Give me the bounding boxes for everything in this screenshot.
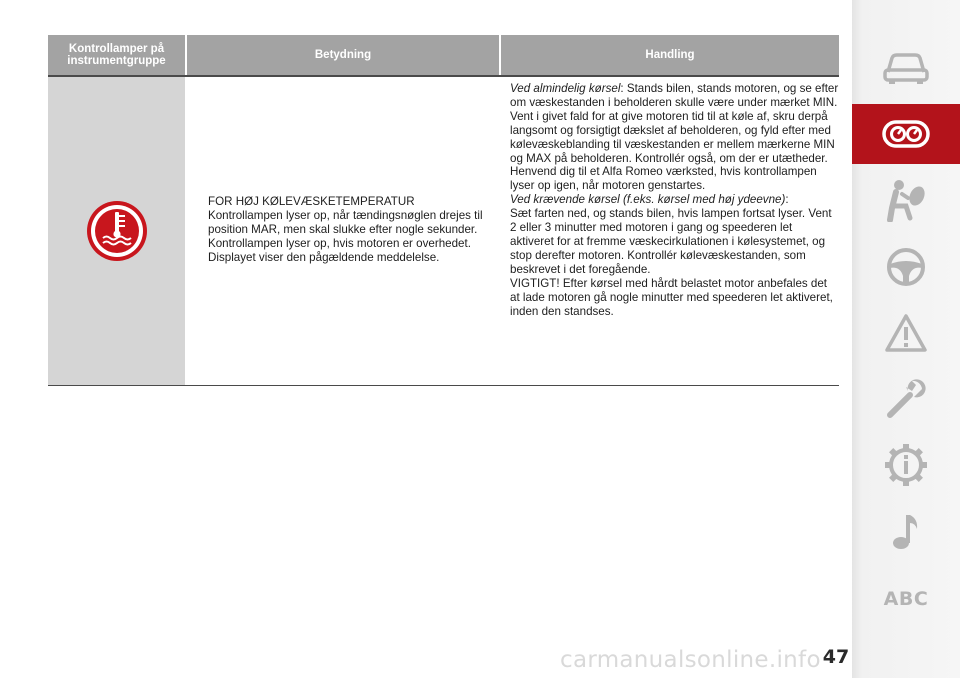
nav-index[interactable] [852, 569, 960, 629]
steering-wheel-icon [885, 246, 927, 288]
lamp-cell [48, 77, 185, 385]
page-number: 47 [822, 646, 850, 668]
meaning-title: FOR HØJ KØLEVÆSKETEMPERATUR [208, 195, 415, 209]
action-demanding-label: Ved krævende kørsel (f.eks. kørsel med høj ydeevne) [510, 193, 786, 207]
nav-emergency[interactable] [852, 303, 960, 363]
nav-technical-data[interactable] [852, 435, 960, 495]
meaning-line: position MAR, men skal slukke efter nogle sekunder. [208, 223, 478, 237]
meaning-line: Kontrollampen lyser op, når tændingsnøglen drejes til [208, 209, 483, 223]
nav-multimedia[interactable] [852, 501, 960, 561]
music-note-icon [891, 511, 921, 551]
watermark: carmanualsonline.info [560, 647, 821, 673]
lamp-table [48, 35, 839, 386]
chapter-sidebar [852, 0, 960, 678]
nav-safety[interactable] [852, 170, 960, 230]
nav-driving[interactable] [852, 237, 960, 297]
wrench-icon [884, 377, 928, 421]
action-demanding-text: Sæt farten ned, og stands bilen, hvis lampen fortsat lyser. Vent 2 eller 3 minutter med motoren i gang og speederen let aktiveret for at fremme væskecirkulationen i kølesystemet, og stop derefter motoren. Kontrollér kølevæskestanden, som beskrevet i det foregående. [510, 207, 832, 276]
action-normal-text: : Stands bilen, stands motoren, og se efter om væskestanden i beholderen skulle være under mærket MIN. Vent i givet fald for at give motoren tid til at køle af, skru derpå langsomt og forsigtigt dækslet af beholderen, og fyld efter med kølevæskeblanding til væskestanden er mellem mærkerne MIN og MAX på beholderen. Kontrollér også, om der er utætheder. Henvend dig til et Alfa Romeo værksted, hvis kontrollampen lyser op igen, når motoren genstartes. [510, 82, 839, 193]
dashboard-gauges-icon [881, 119, 931, 149]
action-normal-driving [510, 82, 839, 193]
seat-airbag-icon [884, 178, 928, 222]
abc-index-icon: ABC [883, 588, 929, 610]
nav-dashboard[interactable] [852, 104, 960, 164]
meaning-line: Displayet viser den pågældende meddelelse. [208, 250, 440, 264]
warning-triangle-icon [884, 313, 928, 353]
action-normal-label: Ved almindelig kørsel [510, 82, 621, 95]
header-lamps: Kontrollamper på instrumentgruppe [67, 43, 166, 67]
technical-data-icon [884, 443, 928, 487]
meaning-cell [185, 77, 501, 385]
table-header [48, 35, 839, 77]
nav-maintenance[interactable] [852, 369, 960, 429]
car-icon [882, 50, 930, 86]
header-action: Handling [645, 49, 695, 61]
header-meaning: Betydning [185, 35, 501, 75]
table-row [48, 77, 839, 386]
action-important-text: VIGTIGT! Efter kørsel med hårdt belastet motor anbefales det at lade motoren gå nogle minutter med speederen let aktiveret, inden den standses. [510, 276, 833, 318]
nav-car[interactable] [852, 38, 960, 98]
action-cell [501, 77, 839, 385]
action-demanding-driving: Ved krævende kørsel (f.eks. kørsel med høj ydeevne): [510, 193, 789, 207]
meaning-line: Kontrollampen lyser op, hvis motoren er overhedet. [208, 236, 471, 250]
coolant-temperature-warning-icon [84, 198, 150, 264]
